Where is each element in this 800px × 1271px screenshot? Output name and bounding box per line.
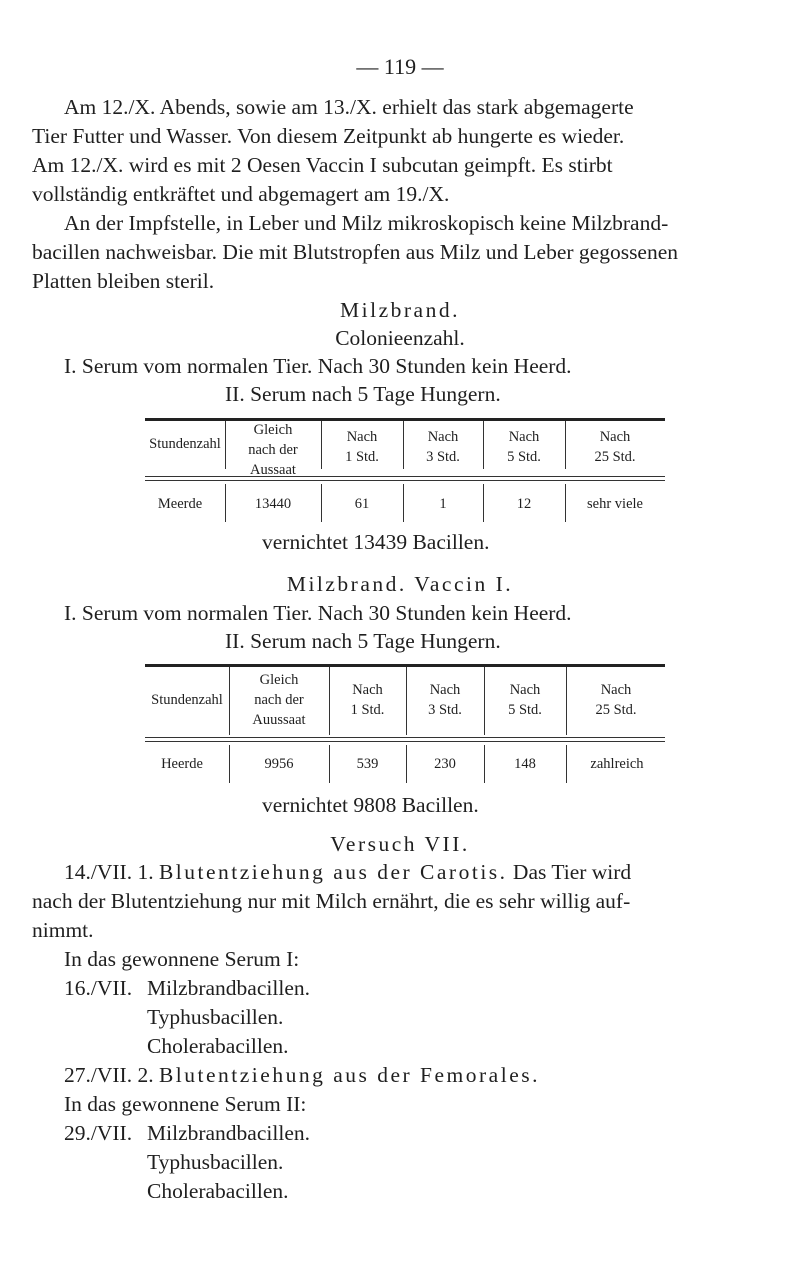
table-cell: Heerde bbox=[161, 756, 203, 772]
table-header-cell bbox=[406, 680, 484, 720]
header-text: nach der bbox=[254, 692, 304, 708]
section-1-summary: vernichtet 13439 Bacillen. bbox=[262, 530, 490, 554]
header-text: 1 Std. bbox=[350, 702, 385, 718]
table-cell: sehr viele bbox=[587, 496, 643, 512]
list-item: Cholerabacillen. bbox=[147, 1034, 289, 1058]
text-line: nimmt. bbox=[32, 918, 94, 942]
header-text: Aussaat bbox=[250, 462, 296, 478]
table-header-cell bbox=[145, 434, 225, 454]
header-text: 5 Std. bbox=[508, 702, 542, 718]
table-header-cell bbox=[229, 670, 329, 730]
second-procedure-line bbox=[64, 1063, 540, 1088]
table-cell: 539 bbox=[356, 756, 379, 772]
paragraph-2 bbox=[32, 209, 768, 296]
table-header-cell bbox=[566, 680, 666, 720]
header-text: Nach bbox=[599, 429, 631, 445]
header-text: Stundenzahl bbox=[151, 692, 223, 708]
serum-1-date: 16./VII. bbox=[64, 976, 133, 1000]
table-cell: zahlreich bbox=[590, 756, 644, 772]
table-cell: Meerde bbox=[157, 496, 203, 512]
table-header-cell bbox=[329, 680, 406, 720]
paragraph-1 bbox=[32, 93, 768, 209]
table-rule bbox=[145, 664, 665, 667]
text-line: Am 12./X. Abends, sowie am 13./X. erhielt das stark abgemagerte bbox=[64, 95, 634, 119]
header-text: Nach bbox=[429, 682, 461, 698]
table-header-cell bbox=[565, 427, 665, 467]
header-text: Nach bbox=[352, 682, 383, 698]
table-header-cell bbox=[403, 427, 483, 467]
header-text: 5 Std. bbox=[507, 449, 541, 465]
header-text: 25 Std. bbox=[595, 702, 637, 718]
list-item: Typhusbacillen. bbox=[147, 1005, 284, 1029]
header-text: Nach bbox=[600, 682, 632, 698]
header-text: 25 Std. bbox=[594, 449, 636, 465]
header-text: Nach bbox=[508, 429, 540, 445]
header-text: Gleich bbox=[259, 672, 299, 688]
list-item: Milzbrandbacillen. bbox=[147, 1121, 310, 1145]
header-text: Nach bbox=[346, 429, 378, 445]
intro-line bbox=[64, 860, 631, 885]
header-text: Nach bbox=[427, 429, 459, 445]
table-rule bbox=[145, 737, 665, 742]
section-1-serum-i: I. Serum vom normalen Tier. Nach 30 Stunden kein Heerd. bbox=[64, 354, 572, 378]
section-1-serum-ii: II. Serum nach 5 Tage Hungern. bbox=[225, 382, 501, 406]
table-header-cell bbox=[483, 427, 565, 467]
header-text: Stundenzahl bbox=[149, 436, 221, 452]
table-cell: 61 bbox=[354, 496, 370, 512]
text-line: bacillen nachweisbar. Die mit Blutstropfen aus Milz und Leber gegossenen bbox=[32, 240, 679, 264]
header-text: 3 Std. bbox=[426, 449, 460, 465]
list-item: Typhusbacillen. bbox=[147, 1150, 284, 1174]
section-2-serum-ii: II. Serum nach 5 Tage Hungern. bbox=[225, 629, 501, 653]
list-item: Milzbrandbacillen. bbox=[147, 976, 310, 1000]
table-cell: 148 bbox=[514, 756, 536, 772]
table-header-cell bbox=[321, 427, 403, 467]
text-line: nach der Blutentziehung nur mit Milch ernährt, die es sehr willig auf- bbox=[32, 889, 631, 913]
header-text: nach der bbox=[248, 442, 298, 458]
date-label: 27./VII. 2. bbox=[64, 1063, 154, 1087]
section-2-title: Milzbrand. Vaccin I. bbox=[286, 572, 514, 596]
serum-1-label: In das gewonnene Serum I: bbox=[64, 947, 300, 971]
header-text: Gleich bbox=[253, 422, 293, 438]
page-number: — 119 — bbox=[356, 54, 444, 79]
header-text: Nach bbox=[509, 682, 541, 698]
table-cell: 1 bbox=[439, 496, 447, 512]
header-text: Auussaat bbox=[252, 712, 306, 728]
section-2-serum-i: I. Serum vom normalen Tier. Nach 30 Stunden kein Heerd. bbox=[64, 601, 572, 625]
serum-2-label: In das gewonnene Serum II: bbox=[64, 1092, 307, 1116]
section-2-summary: vernichtet 9808 Bacillen. bbox=[262, 793, 479, 817]
text-line: Am 12./X. wird es mit 2 Oesen Vaccin I subcutan geimpft. Es stirbt bbox=[32, 153, 613, 177]
serum-2-date: 29./VII. bbox=[64, 1121, 133, 1145]
procedure-label: Blutentziehung aus der Femorales. bbox=[158, 1063, 540, 1087]
table-header-cell bbox=[225, 420, 321, 480]
table-header-cell bbox=[484, 680, 566, 720]
section-1-title: Milzbrand. bbox=[340, 298, 460, 322]
section-1-subtitle: Colonieenzahl. bbox=[335, 326, 465, 350]
table-rule bbox=[145, 418, 665, 421]
table-rule bbox=[145, 476, 665, 481]
text-line: Tier Futter und Wasser. Von diesem Zeitpunkt ab hungerte es wieder. bbox=[32, 124, 625, 148]
text-line: vollständig entkräftet und abgemagert am 19./X. bbox=[32, 182, 450, 206]
section-3-title: Versuch VII. bbox=[330, 832, 470, 856]
table-cell: 230 bbox=[434, 756, 456, 772]
list-item: Cholerabacillen. bbox=[147, 1179, 289, 1203]
table-cell: 12 bbox=[516, 496, 532, 512]
text-line: Platten bleiben steril. bbox=[32, 269, 215, 293]
header-text: 3 Std. bbox=[428, 702, 462, 718]
date-label: 14./VII. 1. bbox=[64, 860, 154, 884]
header-text: 1 Std. bbox=[345, 449, 379, 465]
text-line: An der Impfstelle, in Leber und Milz mikroskopisch keine Milzbrand- bbox=[64, 211, 669, 235]
table-header-cell bbox=[145, 690, 229, 710]
table-cell: 9956 bbox=[264, 756, 294, 772]
procedure-label: Blutentziehung aus der Carotis. bbox=[158, 860, 508, 884]
table-cell: 13440 bbox=[254, 496, 292, 512]
intro-text: Das Tier wird bbox=[512, 860, 632, 884]
